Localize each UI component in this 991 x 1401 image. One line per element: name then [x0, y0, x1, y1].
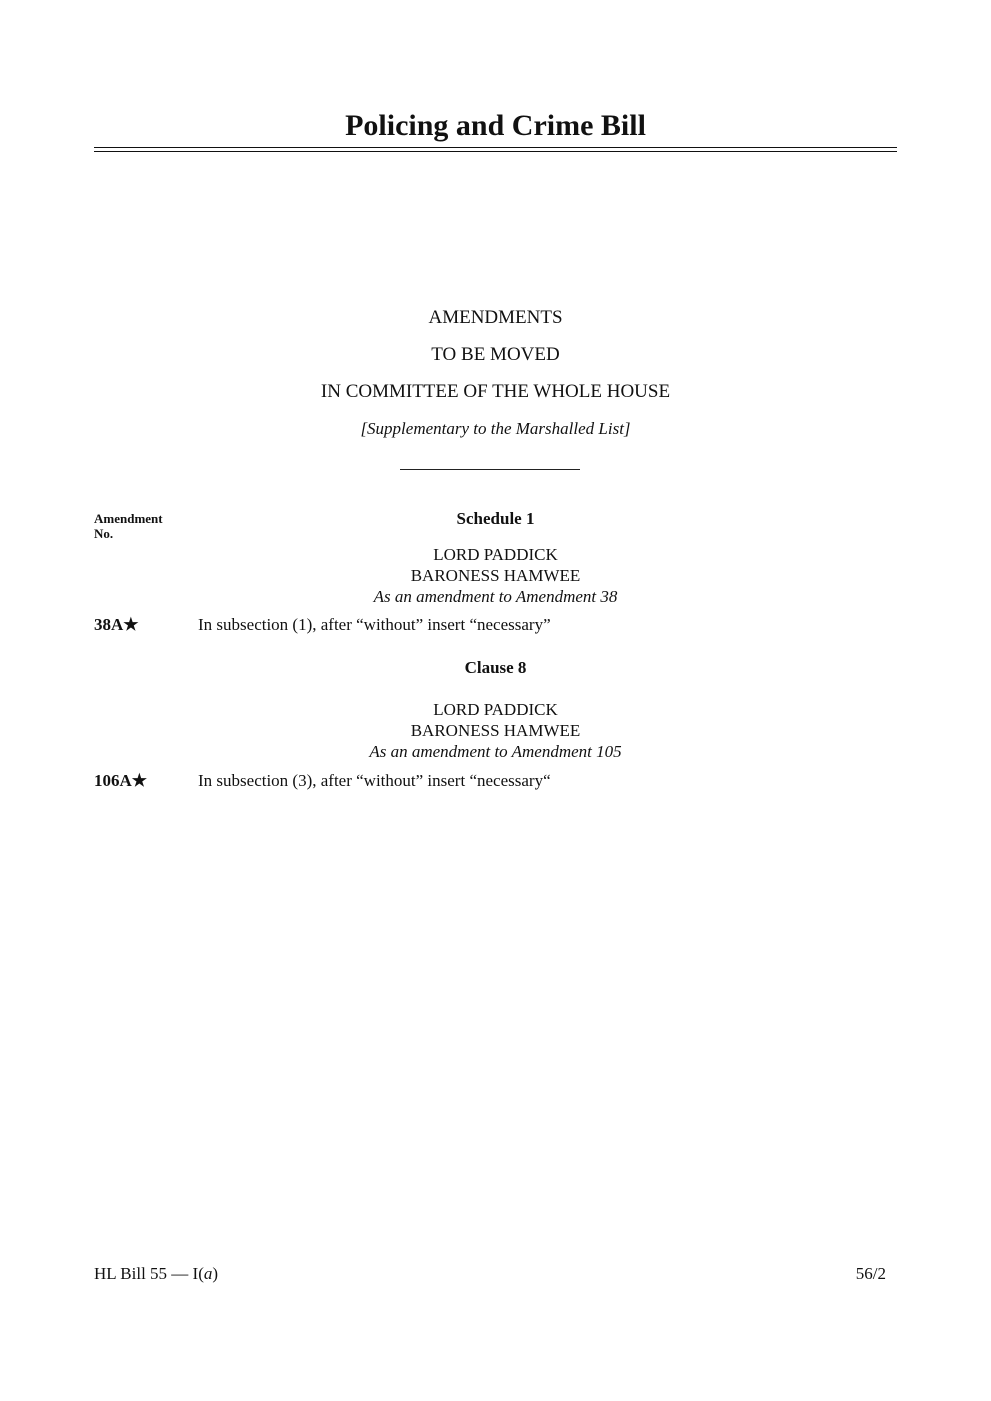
section-divider [400, 469, 580, 470]
section-schedule-1 [200, 508, 791, 607]
sponsor-name: BARONESS HAMWEE [410, 566, 581, 585]
title-rule-top [94, 147, 897, 148]
supplementary-note: [Supplementary to the Marshalled List] [360, 419, 631, 438]
amendment-number: 38A★ [94, 615, 139, 634]
section-heading: Clause 8 [464, 658, 527, 677]
sponsor-note: As an amendment to Amendment 38 [373, 587, 618, 606]
amendment-text: In subsection (3), after “without” insert “necessary“ [198, 771, 551, 790]
sponsor-name: LORD PADDICK [433, 700, 558, 719]
amendment-column-label [94, 511, 163, 541]
sponsor-name: LORD PADDICK [433, 545, 558, 564]
bill-reference-suffix: ) [212, 1264, 219, 1283]
heading-line-amendments: AMENDMENTS [428, 307, 563, 328]
bill-title: Policing and Crime Bill [345, 109, 646, 142]
sponsor-name: BARONESS HAMWEE [410, 721, 581, 740]
amendment-column-label-line2: No. [94, 526, 114, 541]
section-heading: Schedule 1 [456, 509, 535, 528]
heading-line-to-be-moved: TO BE MOVED [431, 344, 560, 365]
bill-reference [94, 1263, 218, 1285]
amendment-column-label-line1: Amendment [94, 511, 163, 526]
sponsor-note: As an amendment to Amendment 105 [369, 742, 622, 761]
title-rule-bottom [94, 151, 897, 152]
amendment-number: 106A★ [94, 771, 148, 790]
bill-reference-prefix: HL Bill 55 — I( [94, 1264, 204, 1283]
bill-reference-italic: a [203, 1264, 213, 1283]
section-clause-8 [200, 657, 791, 762]
amendment-text: In subsection (1), after “without” insert “necessary” [198, 615, 551, 634]
heading-line-committee: IN COMMITTEE OF THE WHOLE HOUSE [320, 381, 671, 402]
page-reference: 56/2 [855, 1264, 886, 1283]
